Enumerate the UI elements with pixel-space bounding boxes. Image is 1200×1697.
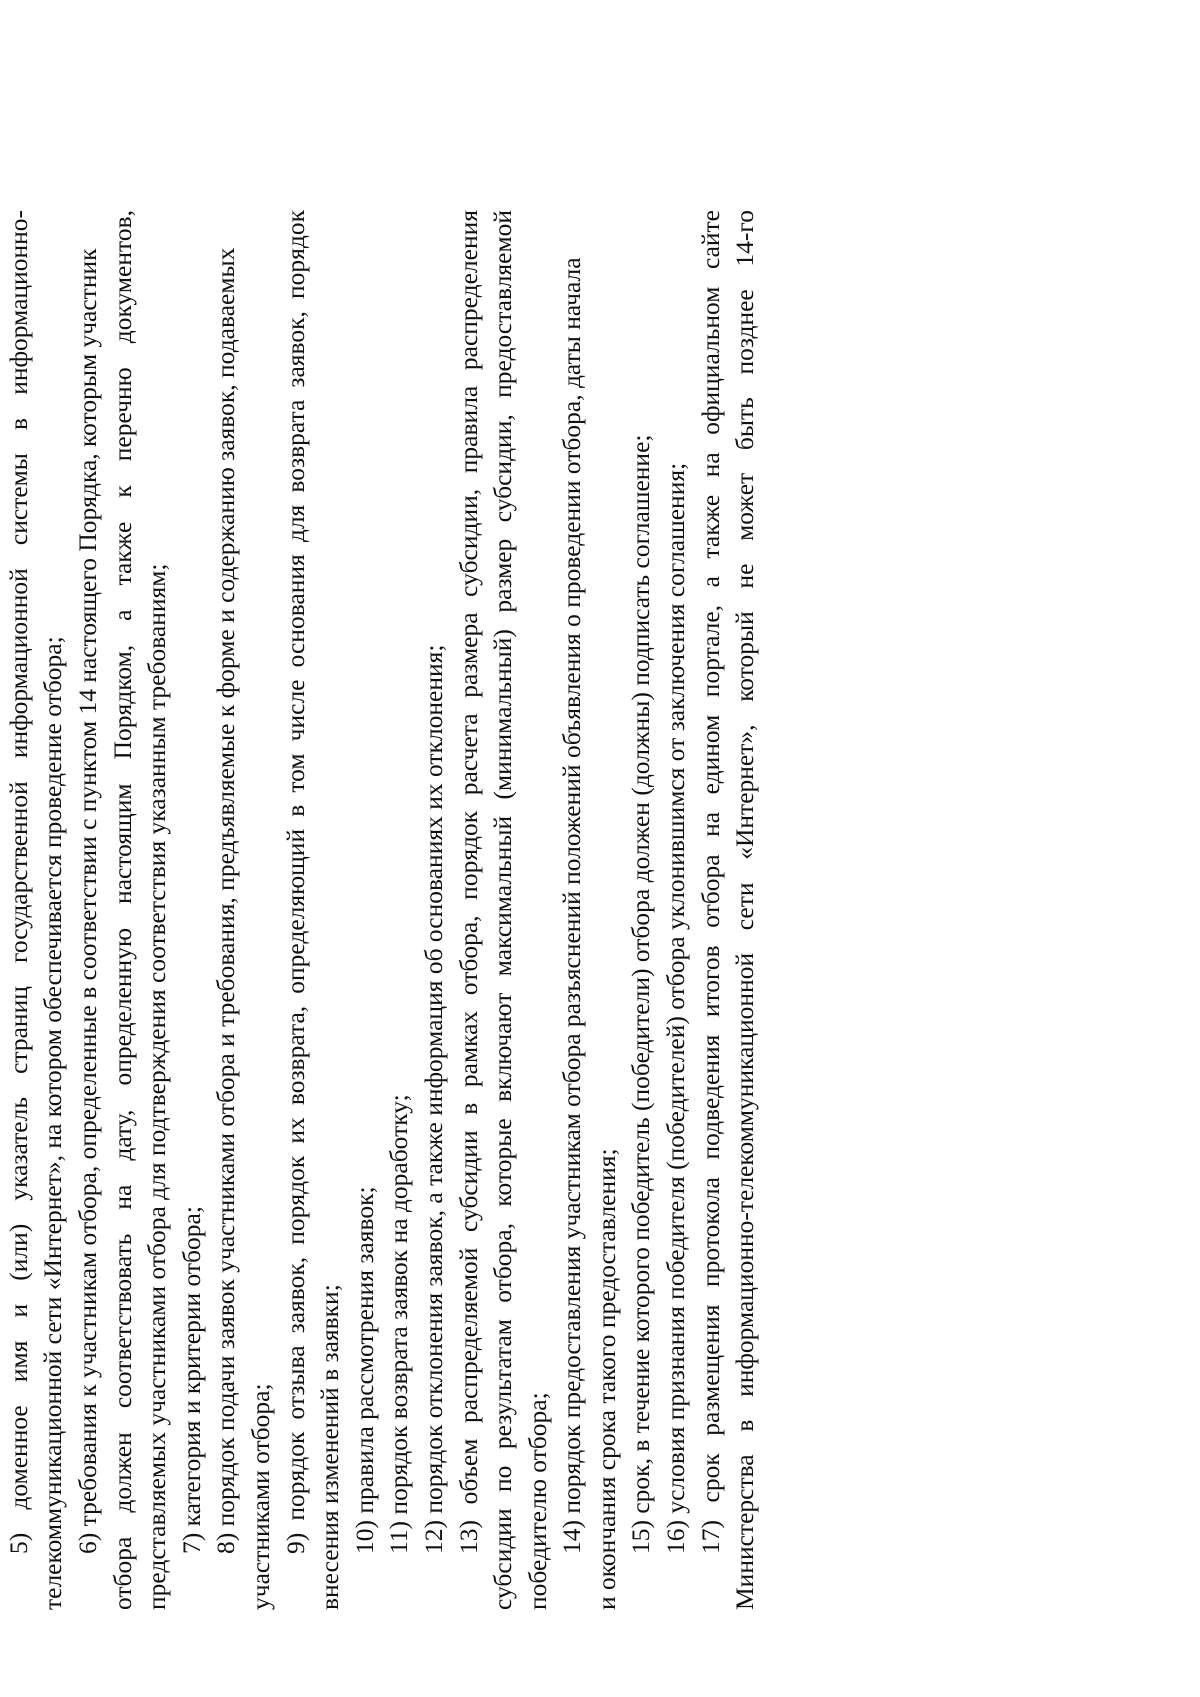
text-line: победителю отбора; [522, 1392, 552, 1610]
rotated-page-content [0, 50, 800, 1610]
document-body [0, 210, 763, 1610]
text-line: 13) объем распределяемой субсидии в рамках отбора, порядок расчета размера субсидии, правила распределения [453, 210, 483, 1554]
text-line: Министерства в информационно-телекоммуникационной сети «Интернет», который не может быть позднее 14-го [730, 210, 760, 1610]
text-line: представляемых участниками отбора для подтверждения соответствия указанным требованиям; [142, 563, 172, 1610]
text-line: 10) правила рассмотрения заявок; [349, 1186, 379, 1554]
text-line: 14) порядок предоставления участникам отбора разъяснений положений объявления о проведении отбора, даты начала [557, 257, 587, 1554]
text-line: и окончания срока такого предоставления; [591, 1148, 621, 1610]
text-line: 6) требования к участникам отбора, определенные в соответствии с пунктом 14 настоящего Порядка, которым участник [72, 248, 102, 1554]
text-line: 12) порядок отклонения заявок, а также информация об основаниях их отклонения; [418, 644, 448, 1554]
text-line: 16) условия признания победителя (победителей) отбора уклонившимся от заключения соглашения; [661, 462, 691, 1554]
text-line: 15) срок, в течение которого победитель (победители) отбора должен (должны) подписать соглашение; [626, 434, 656, 1554]
text-line: участниками отбора; [245, 1383, 275, 1610]
text-line: 11) порядок возврата заявок на доработку; [384, 1094, 414, 1554]
text-line: субсидии по результатам отбора, которые включают максимальный (минимальный) размер субсидии, предоставляемой [488, 210, 518, 1610]
text-line: 8) порядок подачи заявок участниками отбора и требования, предъявляемые к форме и содержанию заявок, подаваемых [211, 247, 241, 1554]
text-line: 9) порядок отзыва заявок, порядок их возврата, определяющий в том числе основания для возврата заявок, порядок [280, 210, 310, 1554]
text-line: 17) срок размещения протокола подведения итогов отбора на едином портале, а также на официальном сайте [695, 210, 725, 1554]
text-line: 7) категория и критерии отбора; [176, 1206, 206, 1554]
text-line: 5) доменное имя и (или) указатель страниц государственной информационной системы в информационно- [3, 210, 33, 1554]
text-line: отбора должен соответствовать на дату, определенную настоящим Порядком, а также к перечню документов, [107, 210, 137, 1610]
text-line: телекоммуникационной сети «Интернет», на котором обеспечивается проведение отбора; [38, 636, 68, 1610]
text-line: внесения изменений в заявки; [315, 1284, 345, 1610]
